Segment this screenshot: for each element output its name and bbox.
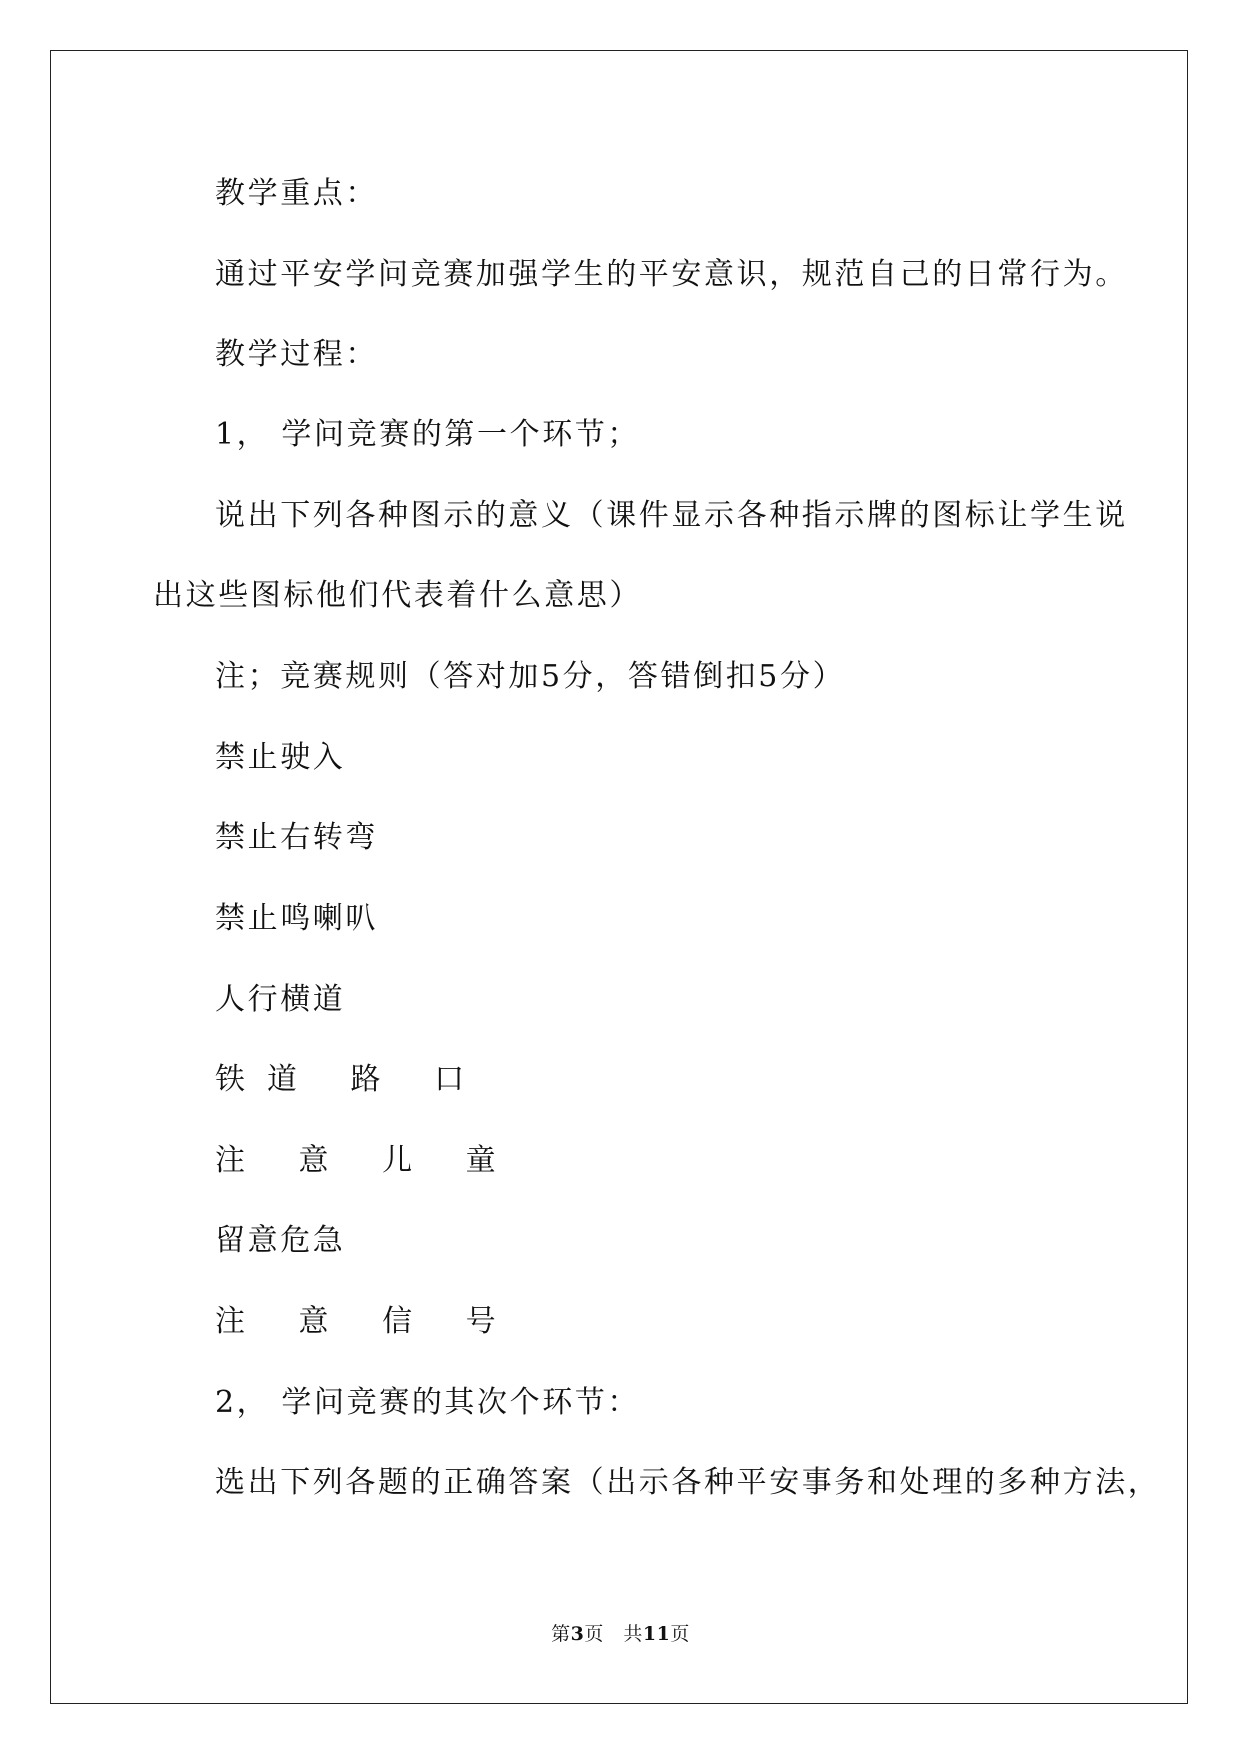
list-item-no-horn: 禁止鸣喇叭 [215,901,378,936]
paragraph-step-1: 1， 学问竞赛的第一个环节； [215,417,641,452]
paragraph-step-2: 2， 学问竞赛的其次个环节： [215,1385,641,1420]
list-item-watch-children: 注 意 儿 童 [215,1143,518,1178]
list-item-no-entry: 禁止驶入 [215,740,346,775]
paragraph-sign-meaning-cont: 出这些图标他们代表着什么意思） [153,578,642,613]
list-item-railway-crossing: 铁道 路 口 [215,1062,487,1097]
paragraph-focus-content: 通过平安学问竞赛加强学生的平安意识，规范自己的日常行为。 [215,257,1128,292]
paragraph-sign-meaning: 说出下列各种图示的意义（课件显示各种指示牌的图标让学生说 [215,498,1128,533]
list-item-crosswalk: 人行横道 [215,982,346,1017]
paragraph-rules: 注；竞赛规则（答对加5分，答错倒扣5分） [215,659,846,694]
footer-total-pages: 11 [642,1623,671,1645]
list-item-no-right-turn: 禁止右转弯 [215,820,378,855]
list-item-danger: 留意危急 [215,1223,346,1258]
list-item-watch-signals: 注 意 信 号 [215,1304,518,1339]
paragraph-choose-answers: 选出下列各题的正确答案（出示各种平安事务和处理的多种方法， [215,1465,1161,1500]
heading-teaching-focus: 教学重点： [215,176,378,211]
heading-teaching-process: 教学过程： [215,337,378,372]
footer-mid: 页 共 [584,1623,643,1645]
page-border [50,50,1188,1704]
footer-current-page: 3 [570,1623,585,1645]
footer-prefix: 第 [551,1623,571,1645]
page-footer [0,1622,1241,1646]
footer-suffix: 页 [670,1623,690,1645]
